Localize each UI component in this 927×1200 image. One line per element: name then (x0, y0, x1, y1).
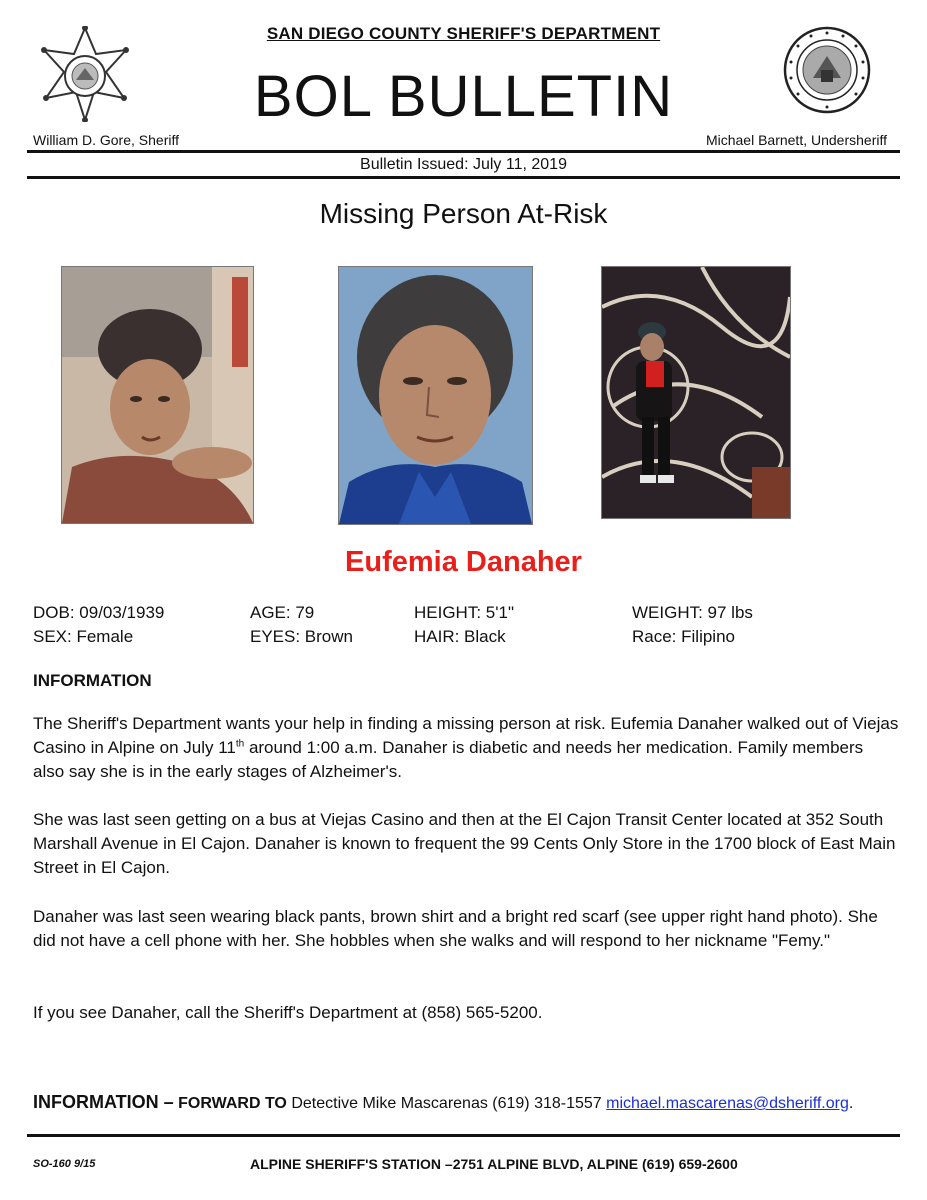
undersheriff-name: Michael Barnett, Undersheriff (705, 132, 887, 148)
stat-eyes: EYES: Brown (250, 627, 353, 646)
missing-person-name: Eufemia Danaher (345, 546, 582, 578)
issued-date: Bulletin Issued: July 11, 2019 (360, 156, 567, 173)
detective-contact: Detective Mike Mascarenas (619) 318-1557 (286, 1095, 607, 1112)
contact-end: . (848, 1095, 854, 1112)
stat-height: HEIGHT: 5'1" (414, 603, 514, 622)
contact-label: INFORMATION – (33, 1092, 174, 1112)
info-paragraph-3: Danaher was last seen wearing black pants, brown shirt and a bright red scarf (see upper right hand photo). She did not have a cell phone with her. She hobbles when she walks and will respond to her nickname "Femy." (33, 907, 878, 950)
stat-weight: WEIGHT: 97 lbs (632, 603, 753, 622)
header-divider-lower (27, 176, 900, 179)
photo-casual (61, 266, 254, 524)
footer-divider (27, 1134, 900, 1137)
stat-race: Race: Filipino (632, 627, 735, 646)
photo-surveillance (601, 266, 791, 519)
stat-hair: HAIR: Black (414, 627, 506, 646)
department-seal-icon (783, 26, 871, 114)
sheriff-name: William D. Gore, Sheriff (33, 132, 179, 148)
info-paragraph-1-part-a: The Sheriff's Department wants your help in finding a missing person at risk. Eufemia Danaher walked out of Viejas Casino in Alpine on July 11 (33, 714, 899, 757)
bulletin-subtitle: Missing Person At-Risk (319, 198, 608, 229)
header-divider (27, 150, 900, 153)
info-paragraph-1-part-b: around 1:00 a.m. Danaher is diabetic and needs her medication. Family members also say she is in the early stages of Alzheimer's. (33, 738, 864, 781)
photo-id-portrait (338, 266, 533, 525)
info-paragraph-1 (33, 712, 899, 784)
stat-dob: DOB: 09/03/1939 (33, 603, 165, 622)
department-name: SAN DIEGO COUNTY SHERIFF'S DEPARTMENT (266, 24, 661, 43)
stat-sex: SEX: Female (33, 627, 134, 646)
contact-line (33, 1092, 853, 1113)
ordinal-suffix: th (235, 738, 245, 750)
info-paragraph-2: She was last seen getting on a bus at Viejas Casino and then at the El Cajon Transit Center located at 352 South Marshall Avenue in El Cajon. Danaher is known to frequent the 99 Cents Only Store in the 1700 block of East Main Street in El Cajon. (33, 810, 896, 877)
stat-age: AGE: 79 (250, 603, 315, 622)
forward-to-label: FORWARD TO (178, 1095, 287, 1112)
station-address: ALPINE SHERIFF'S STATION –2751 ALPINE BLVD, ALPINE (619) 659-2600 (250, 1156, 738, 1172)
information-heading: INFORMATION (33, 671, 152, 690)
info-paragraph-4: If you see Danaher, call the Sheriff's Department at (858) 565-5200. (33, 1003, 543, 1022)
detective-email-link[interactable]: michael.mascarenas@dsheriff.org (606, 1095, 849, 1112)
bulletin-title: BOL BULLETIN (253, 64, 674, 129)
form-code: SO-160 9/15 (33, 1158, 96, 1170)
